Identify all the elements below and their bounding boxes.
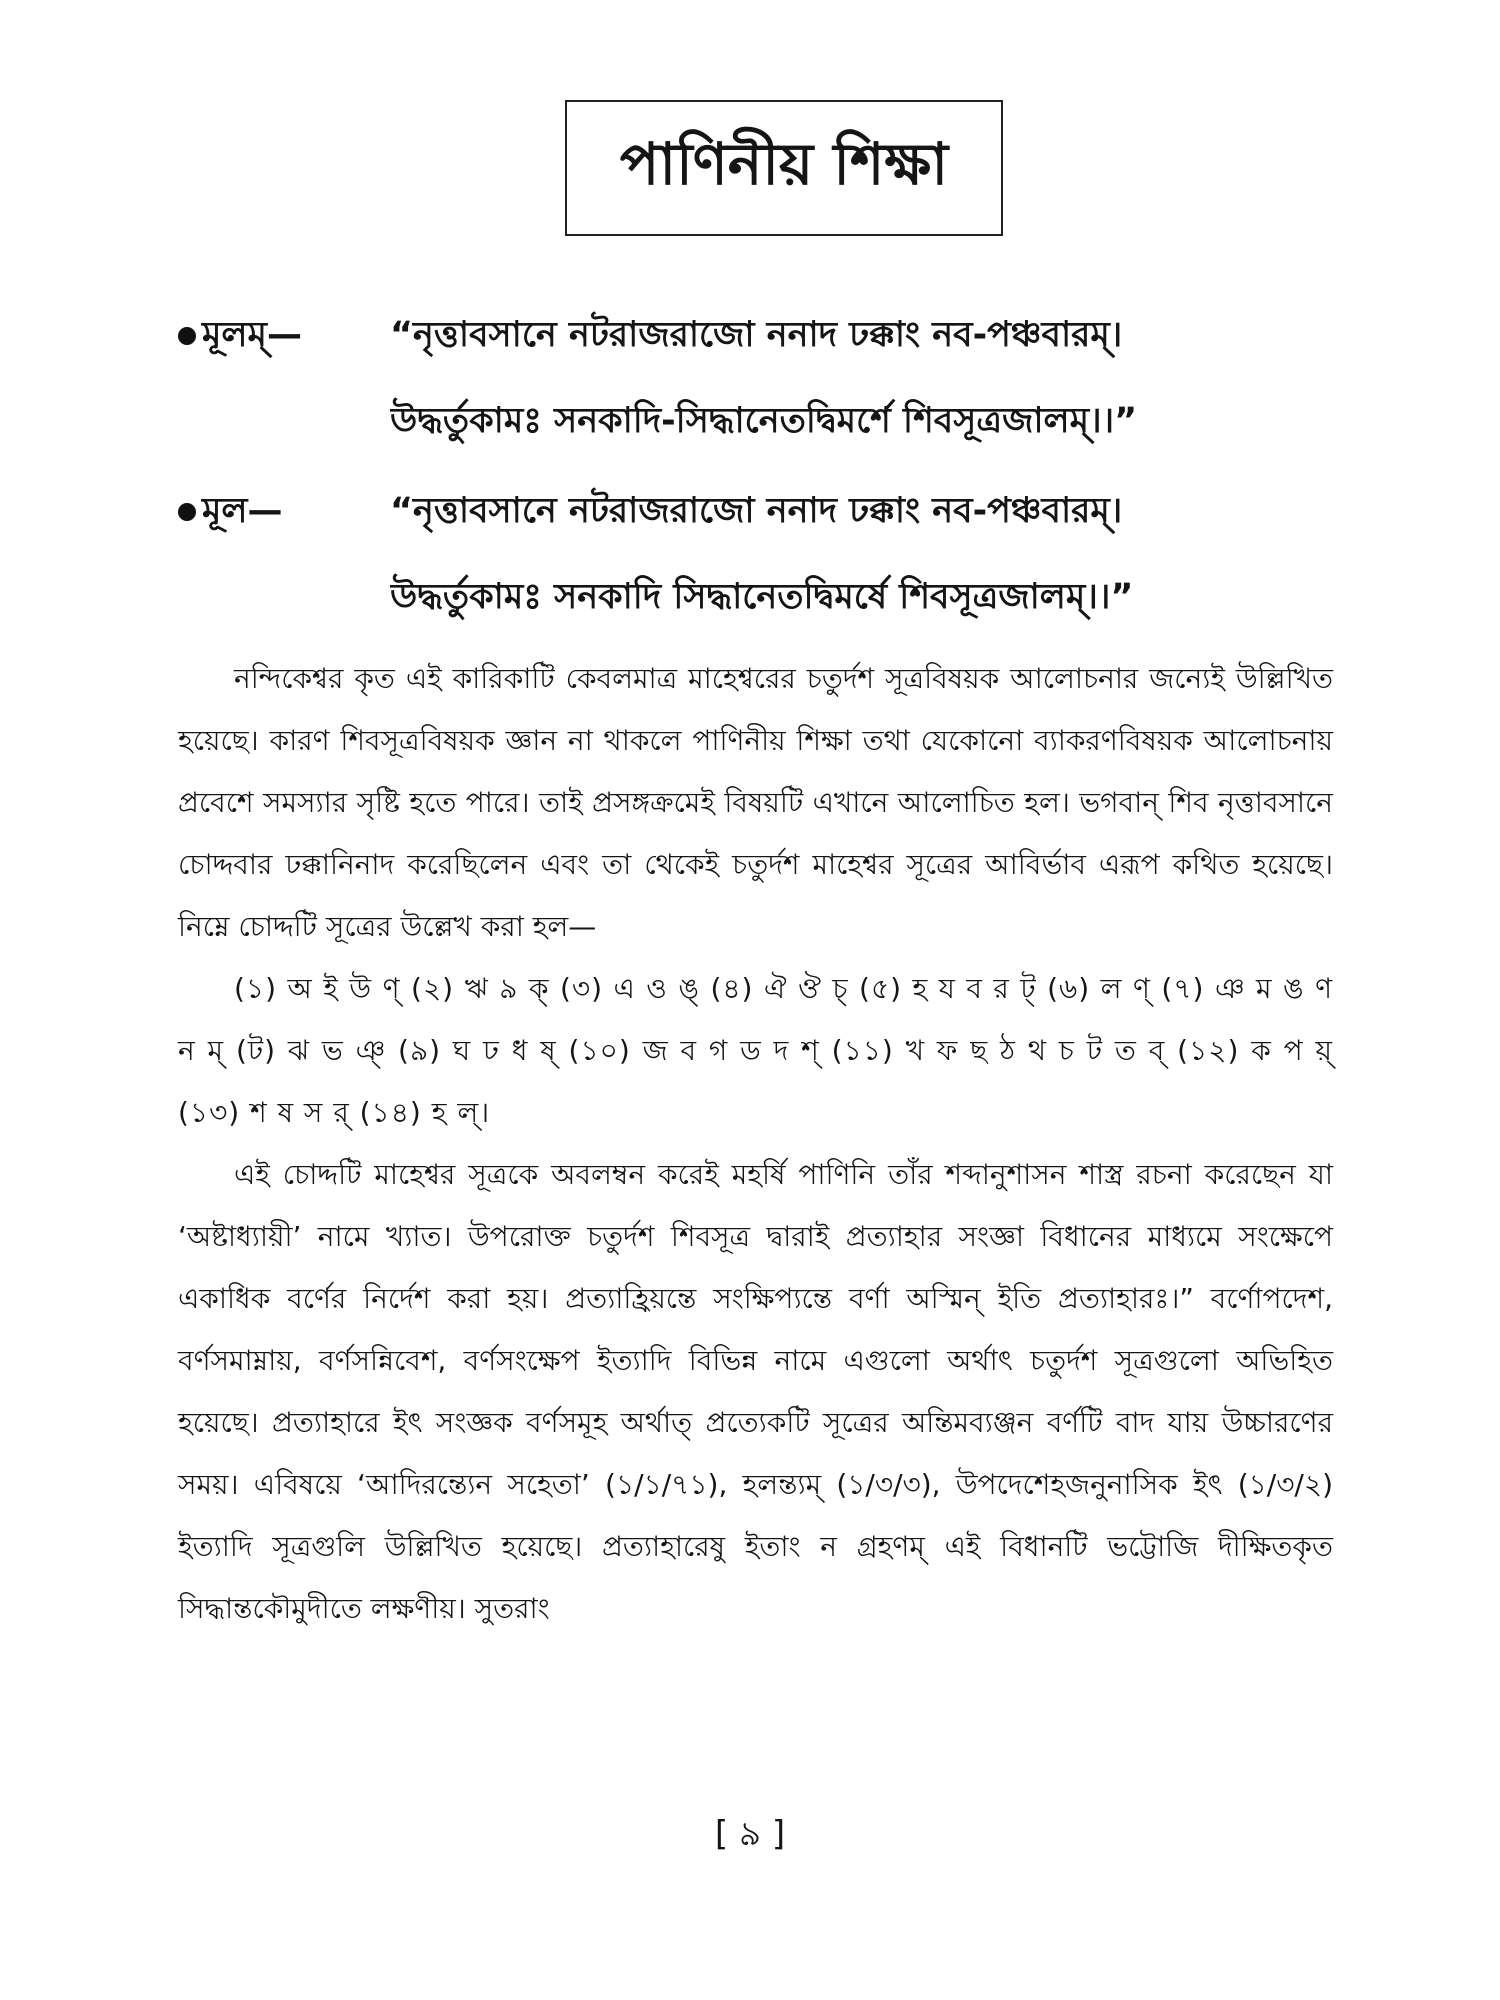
verse-line: “নৃত্তাবসানে নটরাজরাজো ননাদ ঢক্কাং নব-পঞ্চবারম্। [390, 491, 1123, 531]
verse-label-text: মূলম্— [202, 315, 302, 355]
bullet-icon [178, 503, 196, 521]
verse-line: উদ্ধর্তুকামঃ সনকাদি সিদ্ধানেতদ্বিমর্ষে শিবসূত্রজালম্।।” [390, 577, 1134, 617]
verse-indent [178, 378, 390, 464]
verse-line-row [178, 378, 1348, 464]
paragraph-intro: নন্দিকেশ্বর কৃত এই কারিকাটি কেবলমাত্র মাহেশ্বরের চতুর্দশ সূত্রবিষয়ক আলোচনার জন্যেই উল্লিখিত হয়েছে। কারণ শিবসূত্রবিষয়ক জ্ঞান না থাকলে পাণিনীয় শিক্ষা তথা যেকোনো ব্যাকরণবিষয়ক আলোচনায় প্রবেশে সমস্যার সৃষ্টি হতে পারে। তাই প্রসঙ্গক্রমেই বিষয়টি এখানে আলোচিত হল। ভগবান্ শিব নৃত্তাবসানে চোদ্দবার ঢক্কানিনাদ করেছিলেন এবং তা থেকেই চতুর্দশ মাহেশ্বর সূত্রের আবির্ভাব এরূপ কথিত হয়েছে। নিম্নে চোদ্দটি সূত্রের উল্লেখ করা হল— [178, 662, 1333, 943]
page-number: [ ৯ ] [714, 1814, 786, 1854]
verse-indent [178, 554, 390, 640]
verse-line-row [178, 468, 1348, 554]
paragraph-sutra-list: (১) অ ই উ ণ্ (২) ঋ ৯ ক্ (৩) এ ও ঙ্ (৪) ঐ ঔ চ্ (৫) হ য ব র ট্ (৬) ল ণ্ (৭) ঞ ম ঙ ণ ন ম্ (ট) ঝ ভ ঞ্ (৯) ঘ ঢ ধ ষ্ (১০) জ ব গ ড দ শ্ (১১) খ ফ ছ ঠ থ চ ট ত ব্ (১২) ক প য়্ (১৩) শ ষ স র্ (১৪) হ ল্। [178, 972, 1333, 1129]
verse-bengali [178, 468, 1348, 640]
verse-label-text: মূল— [202, 491, 283, 531]
body-text [178, 648, 1333, 1640]
verse-line-row [178, 292, 1348, 378]
verse-label [178, 468, 390, 554]
verse-line: উদ্ধর্তুকামঃ সনকাদি-সিদ্ধানেতদ্বিমর্শে শিবসূত্রজালম্।।” [390, 401, 1138, 441]
paragraph-main: এই চোদ্দটি মাহেশ্বর সূত্রকে অবলম্বন করেই মহর্ষি পাণিনি তাঁর শব্দানুশাসন শাস্ত্র রচনা করেছেন যা ‘অষ্টাধ্যায়ী’ নামে খ্যাত। উপরোক্ত চতুর্দশ শিবসূত্র দ্বারাই প্রত্যাহার সংজ্ঞা বিধানের মাধ্যমে সংক্ষেপে একাধিক বর্ণের নির্দেশ করা হয়। প্রত্যাহ্রিয়ন্তে সংক্ষিপ্যন্তে বর্ণা অস্মিন্ ইতি প্রত্যাহারঃ।” বর্ণোপদেশ, বর্ণসমাম্নায়, বর্ণসন্নিবেশ, বর্ণসংক্ষেপ ইত্যাদি বিভিন্ন নামে এগুলো অর্থাৎ চতুর্দশ সূত্রগুলো অভিহিত হয়েছে। প্রত্যাহারে ইৎ সংজ্ঞক বর্ণসমূহ অর্থাত্ প্রত্যেকটি সূত্রের অন্তিমব্যঞ্জন বর্ণটি বাদ যায় উচ্চারণের সময়। এবিষয়ে ‘আদিরন্ত্যেন সহেতা’ (১/১/৭১), হলন্ত্যম্ (১/৩/৩), উপদেশেহজনুনাসিক ইৎ (১/৩/২) ইত্যাদি সূত্রগুলি উল্লিখিত হয়েছে। প্রত্যাহারেষু ইতাং ন গ্রহণম্ এই বিধানটি ভট্টোজি দীক্ষিতকৃত সিদ্ধান্তকৌমুদীতে লক্ষণীয়। সুতরাং [178, 1158, 1333, 1625]
verse-line-row [178, 554, 1348, 640]
verse-label [178, 292, 390, 378]
bullet-icon [178, 327, 196, 345]
verse-line: “নৃত্তাবসানে নটরাজরাজো ননাদ ঢক্কাং নব-পঞ্চবারম্। [390, 315, 1123, 355]
verse-sanskrit [178, 292, 1348, 464]
title-box [565, 100, 1003, 236]
page-title: পাণিনীয় শিক্ষা [619, 129, 949, 198]
